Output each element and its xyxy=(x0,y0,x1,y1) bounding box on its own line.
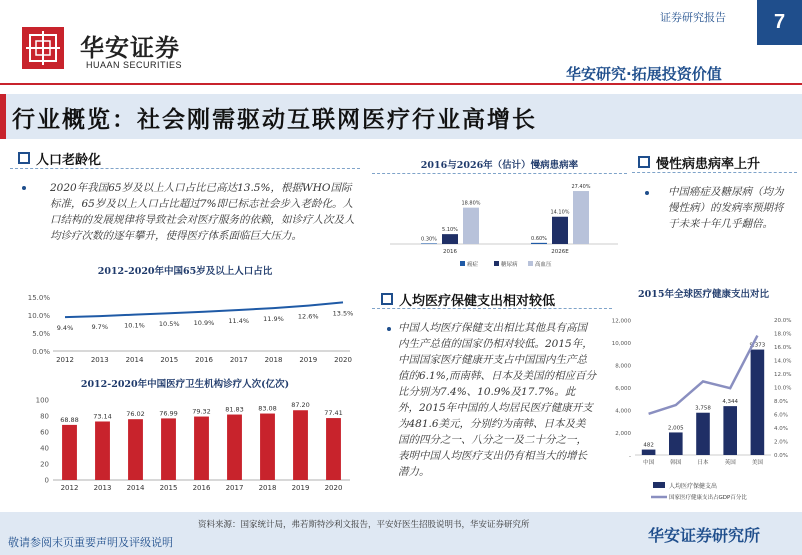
header-slogan: 华安研究·拓展投资价值 xyxy=(566,65,722,83)
section-square-icon xyxy=(381,293,393,305)
chart-title-aging: 2012-2020年中国65岁及以上人口占比 xyxy=(97,266,273,277)
bar xyxy=(260,414,275,480)
y-tick-left: 8,000 xyxy=(615,363,631,370)
data-label: 9.4% xyxy=(56,324,74,333)
bar xyxy=(326,418,341,480)
data-label: 5.10% xyxy=(442,227,458,234)
x-tick: 2017 xyxy=(229,356,248,364)
bar xyxy=(552,217,568,244)
x-tick: 2018 xyxy=(258,484,277,492)
title-accent xyxy=(0,94,6,139)
bullet-icon xyxy=(387,327,391,331)
x-tick: 2016 xyxy=(195,356,213,364)
data-label: 27.40% xyxy=(571,184,591,191)
data-label: 76.02 xyxy=(126,410,145,419)
x-tick: 2016 xyxy=(443,249,457,255)
y-tick: 5.0% xyxy=(32,330,50,338)
data-label: 0.30% xyxy=(421,236,437,243)
x-tick: 2015 xyxy=(160,356,179,364)
y-tick-right: 18.0% xyxy=(774,331,792,338)
bar xyxy=(161,418,176,480)
footer-disclaimer: 敬请参阅末页重要声明及评级说明 xyxy=(8,536,173,549)
chronic-paragraph: 中国癌症及糖尿病（均为慢性病）的发病率预期将于未来十年几乎翻倍。 xyxy=(668,186,784,230)
section-divider xyxy=(632,172,797,173)
legend-swatch xyxy=(494,261,499,266)
y-tick-right: 2.0% xyxy=(774,439,788,446)
data-label: 9.7% xyxy=(91,323,109,332)
bar xyxy=(95,421,110,480)
y-tick-left: 6,000 xyxy=(615,386,631,392)
x-tick: 2013 xyxy=(93,484,112,492)
y-tick-right: 0.0% xyxy=(774,453,788,459)
footer-source-note: 资料来源：国家统计局，弗若斯特沙利文报告，平安好医生招股说明书，华安证券研究所 xyxy=(198,520,530,530)
x-tick: 韩国 xyxy=(670,460,682,466)
y-tick: 0.0% xyxy=(32,348,50,356)
footer-brand: 华安证券研究所 xyxy=(648,526,761,545)
data-label: 12.6% xyxy=(297,312,319,321)
y-tick: 15.0% xyxy=(27,294,50,302)
y-tick: 20 xyxy=(40,460,49,469)
data-label: 2,005 xyxy=(667,425,684,432)
aging-line-chart xyxy=(25,278,355,368)
x-tick: 2020 xyxy=(324,484,343,492)
bar xyxy=(696,413,710,455)
legend-label: 癌症 xyxy=(467,262,479,268)
data-label: 10.5% xyxy=(158,320,180,329)
x-tick: 2012 xyxy=(60,484,79,492)
y-tick: 100 xyxy=(35,396,49,405)
x-tick: 2014 xyxy=(125,356,144,364)
legend-label: 国家医疗健康支出占GDP百分比 xyxy=(669,495,747,501)
data-label: 79.32 xyxy=(192,407,211,416)
y-tick-left: 12,000 xyxy=(611,318,631,325)
spending-paragraph: 中国人均医疗保健支出相比其他具有高国内生产总值的国家仍相对较低。2015年，中国国家医疗健康开支占中国国内生产总值的6.1%,而南韩、日本及美国的相应百分比分别为7.4%、10.9%及17.7%。此外，2015年中国的人均居民医疗健康开支为481.6美元，分别约为南韩、日本及美国的四分之一、八分之一及二十分之一，表明中国人均医疗支出仍有相当大的增长潜力。 xyxy=(398,322,597,478)
y-tick-right: 16.0% xyxy=(774,345,792,351)
bar xyxy=(669,432,683,455)
section-square-icon xyxy=(18,152,30,164)
page-number: 7 xyxy=(757,0,802,45)
data-label: 4,344 xyxy=(722,399,739,406)
y-tick: 40 xyxy=(40,444,49,453)
chronic-disease-bar-chart xyxy=(380,176,625,271)
data-label: 14.10% xyxy=(550,209,570,216)
legend-label: 人均医疗保健支出 xyxy=(669,483,718,490)
bar xyxy=(463,208,479,244)
y-tick-right: 12.0% xyxy=(774,372,792,378)
data-label: 10.9% xyxy=(193,318,215,327)
company-logo-icon xyxy=(22,27,64,69)
y-tick-right: 10.0% xyxy=(774,385,792,392)
x-tick: 2016 xyxy=(192,484,211,492)
bar xyxy=(573,191,589,244)
x-tick: 2017 xyxy=(225,484,244,492)
data-label: 81.83 xyxy=(225,405,244,414)
data-label: 11.9% xyxy=(263,315,284,324)
y-tick-right: 6.0% xyxy=(774,412,788,419)
data-label: 83.08 xyxy=(258,404,277,413)
x-tick: 2019 xyxy=(291,484,310,492)
bar xyxy=(62,425,77,480)
header-divider xyxy=(0,83,802,85)
bar xyxy=(293,410,308,480)
y-tick-left: 2,000 xyxy=(615,431,631,437)
chart-title-visits: 2012-2020年中国医疗卫生机构诊疗人次(亿次) xyxy=(80,379,290,390)
x-tick: 英国 xyxy=(724,460,736,466)
y-tick-left: - xyxy=(629,453,631,460)
logo-english-name: HUAAN SECURITIES xyxy=(86,60,183,70)
x-tick: 美国 xyxy=(751,460,763,466)
data-label: 73.14 xyxy=(93,412,112,421)
legend-swatch xyxy=(460,261,465,266)
bar xyxy=(442,234,458,244)
bar xyxy=(531,243,547,244)
bar xyxy=(642,450,656,455)
data-label: 13.5% xyxy=(332,309,354,318)
data-label: 10.1% xyxy=(124,321,145,330)
report-type-label: 证券研究报告 xyxy=(660,11,726,24)
x-tick: 2018 xyxy=(264,356,283,364)
bar xyxy=(751,350,765,455)
data-label: 77.41 xyxy=(324,409,343,418)
data-label: 76.99 xyxy=(159,409,178,418)
section-square-icon xyxy=(638,156,650,168)
bar xyxy=(194,417,209,480)
data-label: 3,758 xyxy=(695,405,711,412)
aging-paragraph: 2020年我国65岁及以上人口占比已高达13.5%，根据WHO国际标准，65岁及以上人口占比超过7%即已标志社会步入老龄化。人口结构的发展规律将导致社会对医疗服务的依赖，如诊疗人次及人均诊疗次数的逐年攀升，使得医疗体系面临巨大压力。 xyxy=(50,182,355,242)
x-tick: 2026E xyxy=(551,249,569,255)
x-tick: 2019 xyxy=(299,356,318,364)
data-label: 482 xyxy=(643,442,654,449)
page-title: 行业概览：社会刚需驱动互联网医疗行业高增长 xyxy=(12,106,537,133)
y-tick: 80 xyxy=(40,412,49,421)
series-line xyxy=(649,336,758,414)
y-tick-right: 4.0% xyxy=(774,426,788,432)
legend-swatch-bar xyxy=(653,482,665,488)
y-tick: 60 xyxy=(40,428,49,437)
section-heading-spending: 人均医疗保健支出相对较低 xyxy=(399,294,556,309)
section-divider xyxy=(372,173,627,174)
legend-label: 糖尿病 xyxy=(501,262,518,268)
y-tick-right: 20.0% xyxy=(774,318,792,324)
bar xyxy=(421,243,437,244)
section-divider xyxy=(10,168,360,169)
y-tick: 10.0% xyxy=(27,312,50,320)
x-tick: 中国 xyxy=(643,460,655,466)
x-tick: 2012 xyxy=(56,356,74,364)
bar xyxy=(128,419,143,480)
x-tick: 2015 xyxy=(159,484,178,492)
data-label: 0.60% xyxy=(531,235,547,242)
data-label: 87.20 xyxy=(291,401,310,410)
bar xyxy=(723,406,737,455)
chart-title-chronic: 2016与2026年（估计）慢病患病率 xyxy=(420,160,579,171)
visits-bar-chart xyxy=(25,392,355,502)
y-tick-right: 8.0% xyxy=(774,399,788,405)
y-tick: 0 xyxy=(44,476,49,485)
legend-swatch xyxy=(528,261,533,266)
bullet-icon xyxy=(645,191,649,195)
section-heading-chronic: 慢性病患病率上升 xyxy=(656,157,761,172)
y-tick-left: 4,000 xyxy=(615,408,631,415)
data-label: 18.80% xyxy=(461,200,481,207)
x-tick: 2014 xyxy=(126,484,145,492)
data-label: 68.88 xyxy=(60,415,79,424)
bullet-icon xyxy=(22,186,26,190)
x-tick: 2020 xyxy=(334,356,352,364)
x-tick: 2013 xyxy=(90,356,109,364)
data-label: 9,373 xyxy=(749,342,766,349)
legend-label: 高血压 xyxy=(535,262,552,268)
y-tick-right: 14.0% xyxy=(774,358,792,365)
bar xyxy=(227,415,242,480)
chart-title-health-spend: 2015年全球医疗健康支出对比 xyxy=(638,289,769,300)
section-heading-aging: 人口老龄化 xyxy=(36,153,102,168)
data-label: 11.4% xyxy=(228,316,250,325)
x-tick: 日本 xyxy=(697,460,709,466)
y-tick-left: 10,000 xyxy=(611,341,631,347)
health-spend-combo-chart xyxy=(603,300,802,505)
logo-chinese-name: 华安证券 xyxy=(80,34,180,62)
section-divider xyxy=(372,308,612,309)
